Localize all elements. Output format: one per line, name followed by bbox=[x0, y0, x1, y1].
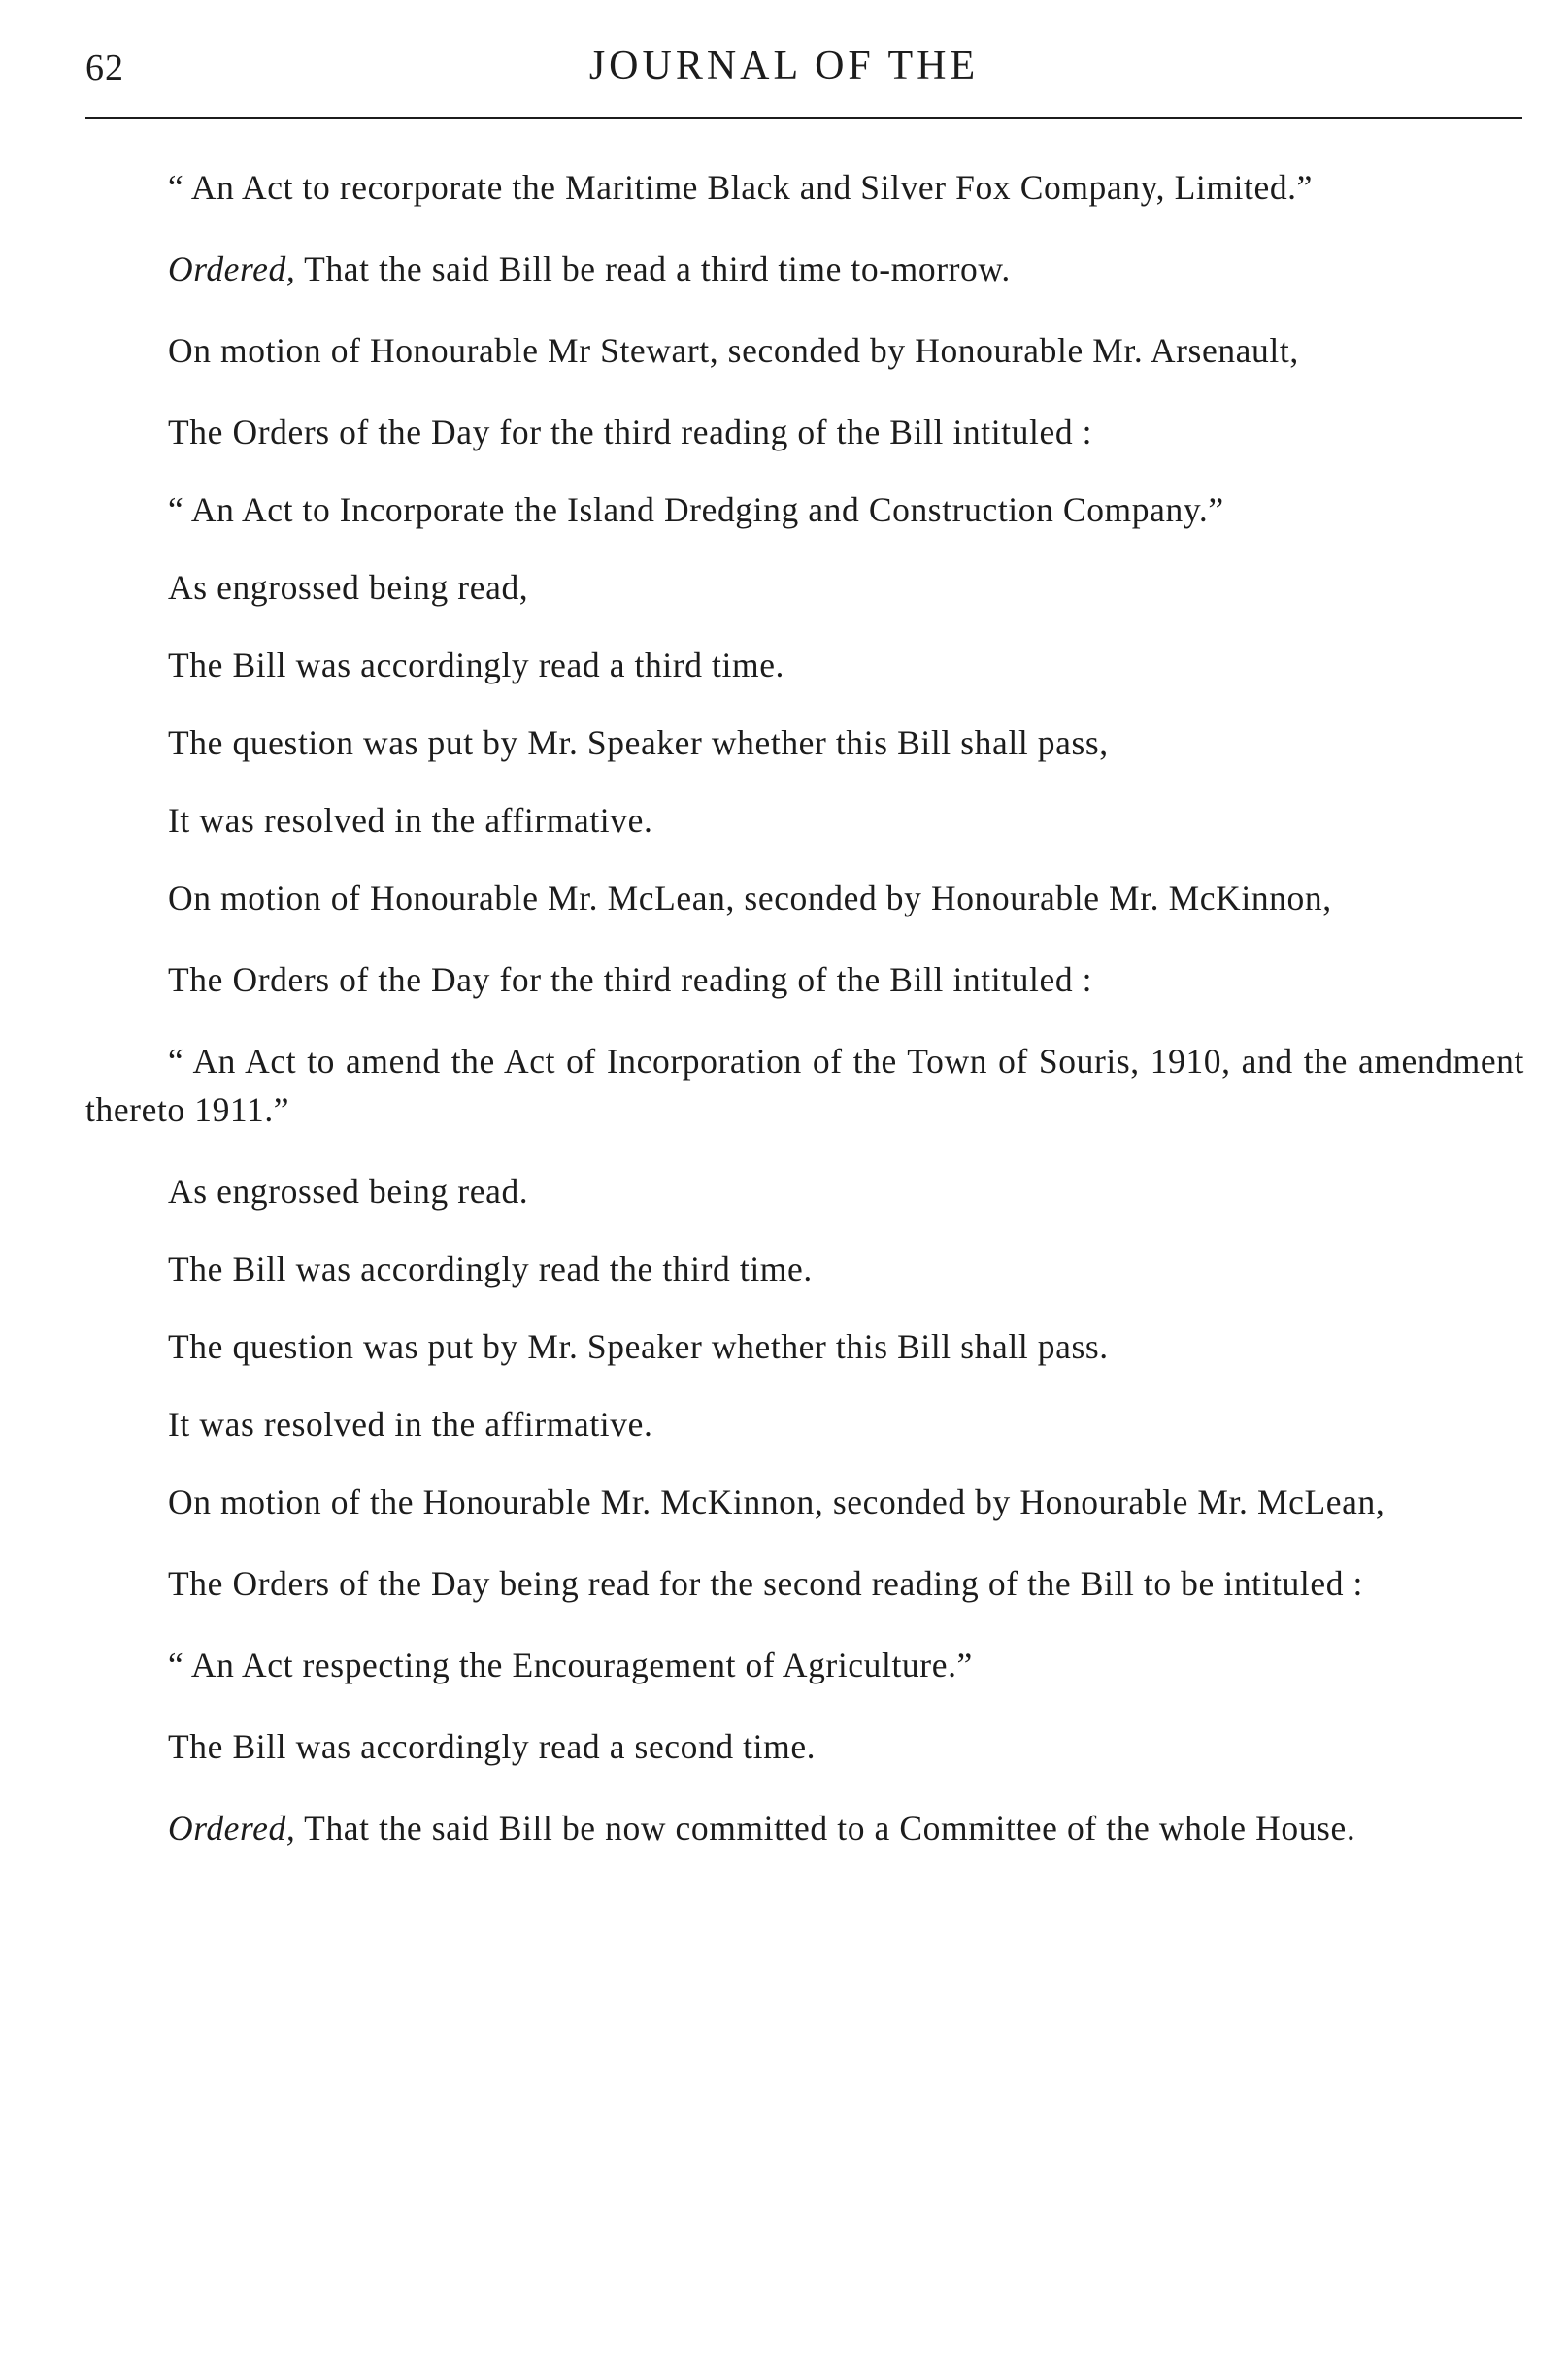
paragraph-engrossed: As engrossed being read. bbox=[168, 1172, 529, 1211]
paragraph-read-third-time: The Bill was accordingly read a third time. bbox=[168, 646, 785, 684]
ordered-label: Ordered, bbox=[168, 250, 296, 288]
paragraph-engrossed: As engrossed being read, bbox=[168, 568, 529, 607]
paragraph-motion-mclean: On motion of Honourable Mr. McLean, seconded by Honourable Mr. McKinnon, bbox=[168, 879, 1332, 917]
header-rule bbox=[85, 117, 1522, 119]
paragraph-question-put: The question was put by Mr. Speaker whether this Bill shall pass. bbox=[168, 1327, 1109, 1366]
page-header bbox=[0, 39, 1568, 97]
paragraph-ordered-committee: Ordered, That the said Bill be now committed to a Committee of the whole House. bbox=[168, 1809, 1356, 1848]
paragraph-act-maritime-fox: “ An Act to recorporate the Maritime Black and Silver Fox Company, Limited.” bbox=[168, 168, 1314, 207]
paragraph-act-souris: “ An Act to amend the Act of Incorporation of the Town of Souris, 1910, and the amendment thereto 1911.” bbox=[85, 1042, 1524, 1129]
paragraph-orders-second-reading: The Orders of the Day being read for the second reading of the Bill to be intituled : bbox=[168, 1564, 1364, 1603]
paragraph-orders-of-day: The Orders of the Day for the third reading of the Bill intituled : bbox=[168, 960, 1093, 999]
paragraph-read-second-time: The Bill was accordingly read a second time. bbox=[168, 1727, 817, 1766]
paragraph-resolved: It was resolved in the affirmative. bbox=[168, 1405, 653, 1444]
journal-body bbox=[85, 163, 1524, 1852]
paragraph-motion-stewart: On motion of Honourable Mr Stewart, seconded by Honourable Mr. Arsenault, bbox=[168, 331, 1299, 370]
paragraph-orders-of-day: The Orders of the Day for the third reading of the Bill intituled : bbox=[168, 413, 1093, 451]
paragraph-read-third-time: The Bill was accordingly read the third time. bbox=[168, 1250, 813, 1288]
ordered-label: Ordered, bbox=[168, 1809, 296, 1848]
paragraph-motion-mckinnon: On motion of the Honourable Mr. McKinnon, seconded by Honourable Mr. McLean, bbox=[168, 1483, 1385, 1521]
paragraph-act-island-dredging: “ An Act to Incorporate the Island Dredging and Construction Company.” bbox=[168, 490, 1224, 529]
paragraph-ordered-third-reading: Ordered, That the said Bill be read a third time to-morrow. bbox=[168, 250, 1011, 288]
paragraph-resolved: It was resolved in the affirmative. bbox=[168, 801, 653, 840]
running-head: JOURNAL OF THE bbox=[588, 44, 980, 88]
page-number: 62 bbox=[85, 48, 124, 88]
paragraph-question-put: The question was put by Mr. Speaker whether this Bill shall pass, bbox=[168, 723, 1109, 762]
paragraph-act-agriculture: “ An Act respecting the Encouragement of Agriculture.” bbox=[168, 1646, 973, 1684]
